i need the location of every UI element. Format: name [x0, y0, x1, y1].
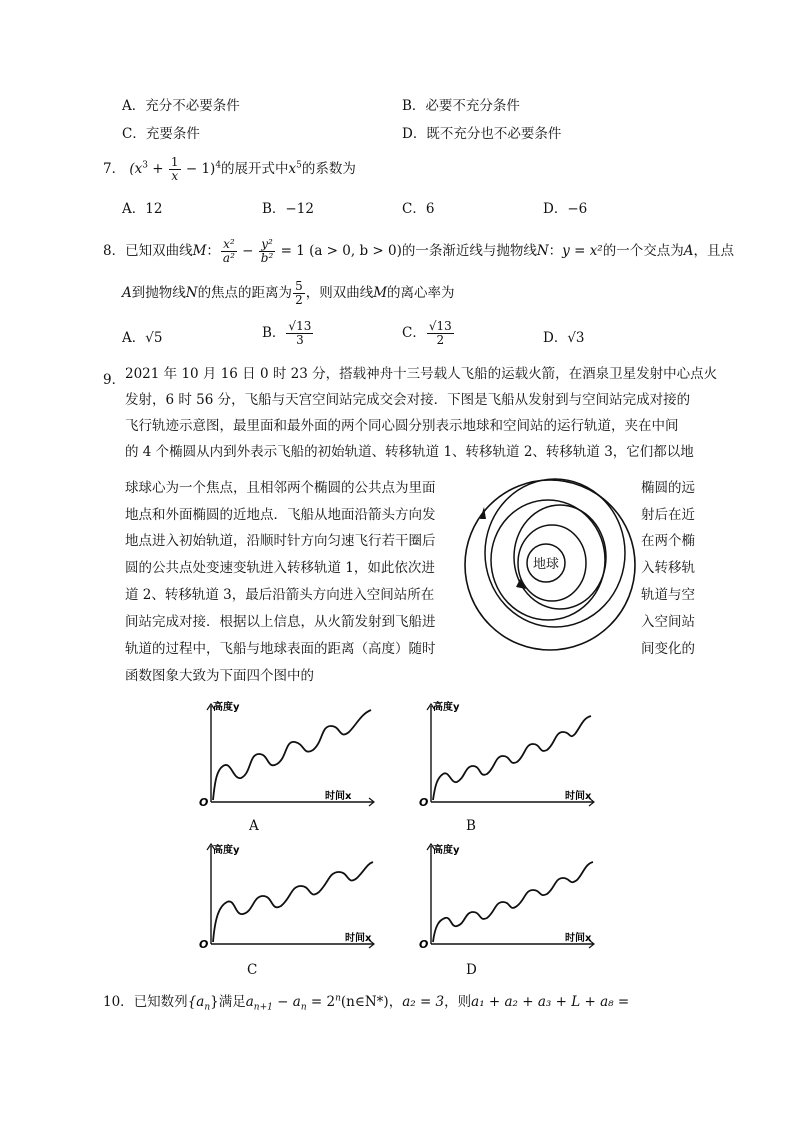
q10-stem: 10．已知数列$\{a_n\}$满足$a_{n+1} - a_n$ = $2^n(n\in N*)$，a₂ = 3，则a₁ + a₂ + a₃ + L + a₈ = [103, 993, 630, 1013]
graph-a-origin: O [199, 796, 209, 809]
graph-b-x-label: 时间x [565, 791, 592, 802]
q8-frac-y: $\frac{\text{y²}}{\text{b²}}$ [260, 237, 274, 265]
q7-stem: 7． ($x^3$ + $\frac{1}{x}$ − 1)$^4$的展开式中$x^5$的系数为 [103, 155, 356, 183]
q9-line-6b: 射后在近 [641, 507, 695, 523]
q8-line-2: A到抛物线N的焦点的距离为 $\frac{5}{2}$ ，则双曲线M的离心率为 [122, 279, 455, 307]
q8-line-1: 8．已知双曲线M： $\frac{\text{x²}}{\text{a²}}$ − $\frac{\text{y²}}{\text{b²}}$ = 1 (a > 0, b > 0)的一条渐近线与抛物线N：y = x²的一个交点为A，且点 [103, 237, 734, 265]
q8-distance-frac: $\frac{5}{2}$ [295, 279, 303, 307]
q6-option-d: D．既不充分也不必要条件 [402, 126, 562, 142]
q7-option-d: D．−6 [543, 201, 588, 217]
q7-fraction: $\frac{1}{x}$ [170, 155, 179, 183]
q8-option-c: C． $\frac{√13}{2}$ [402, 319, 452, 347]
q7-number: 7． [103, 161, 126, 177]
q9-line-2: 发射，6 时 56 分，飞船与天宫空间站完成交会对接．下图是飞船从发射到与空间站完成对接的 [125, 392, 691, 408]
q7-option-c: C．6 [402, 201, 435, 217]
graph-c-label: C [247, 962, 258, 978]
graph-a-label: A [249, 818, 259, 834]
q7-option-a: A．12 [122, 201, 163, 217]
graph-b-origin: O [419, 796, 429, 809]
graph-b-label: B [466, 818, 476, 834]
graph-d-x-label: 时间x [565, 933, 592, 944]
q9-line-8b: 入转移轨 [641, 560, 695, 576]
graph-a [195, 700, 375, 810]
q9-line-10a: 间站完成对接．根据以上信息，从火箭发射到飞船进 [125, 614, 436, 630]
q9-line-9b: 轨道与空 [641, 587, 695, 603]
q8-frac-x: $\frac{\text{x²}}{\text{a²}}$ [222, 237, 235, 265]
q6-option-b: B．必要不充分条件 [402, 98, 520, 114]
q9-line-8a: 圆的公共点处变速变轨进入转移轨道 1，如此依次进 [125, 560, 435, 576]
graph-c-origin: O [199, 938, 209, 951]
q7-text-after: 的系数为 [301, 161, 356, 177]
q6-option-c: C．充要条件 [122, 126, 200, 142]
graph-b-y-label: 高度y [433, 702, 460, 713]
q9-line-10b: 入空间站 [641, 614, 695, 630]
q9-line-7a: 地点进入初始轨道，沿顺时针方向匀速飞行若干圈后 [125, 533, 436, 549]
q9-line-12: 函数图象大致为下面四个图中的 [125, 668, 314, 684]
graph-d-label: D [466, 962, 477, 978]
q9-number: 9． [103, 372, 126, 388]
q7-text-before: 的展开式中 [221, 161, 289, 177]
graph-d [415, 840, 595, 952]
graph-b [415, 700, 595, 810]
q6-option-a: A．充分不必要条件 [122, 98, 240, 114]
graph-c-curve [213, 862, 373, 942]
graph-d-curve [433, 862, 593, 942]
q9-line-9a: 道 2、转移轨道 3，最后沿箭头方向进入空间站所在 [125, 587, 435, 603]
graph-d-origin: O [419, 938, 429, 951]
q7-expr-open: (x [129, 161, 143, 177]
q9-line-6a: 地点和外面椭圆的近地点．飞船从地面沿箭头方向发 [125, 507, 436, 523]
launch-arrow-icon [480, 507, 486, 519]
q9-line-1: 2021 年 10 月 16 日 0 时 23 分，搭载神舟十三号载人飞船的运载火箭，在酒泉卫星发射中心点火 [125, 366, 718, 382]
q8-option-d: D．√3 [543, 330, 585, 346]
q9-line-7b: 在两个椭 [641, 533, 695, 549]
q8-option-b: B． $\frac{√13}{3}$ [262, 319, 312, 347]
q8-option-a: A．√5 [122, 330, 163, 346]
graph-a-x-label: 时间x [325, 791, 352, 802]
q7-expr-close: − 1) [181, 161, 216, 177]
q7-expr-mid: + [148, 161, 168, 177]
graph-a-y-label: 高度y [213, 702, 240, 713]
graph-c [195, 840, 375, 952]
q9-line-11a: 轨道的过程中，飞船与地球表面的距离（高度）随时 [125, 641, 436, 657]
q9-line-3: 飞行轨迹示意图，最里面和最外面的两个同心圆分别表示地球和空间站的运行轨道，夹在中间 [125, 418, 679, 434]
graph-c-x-label: 时间x [345, 933, 372, 944]
q9-line-4: 的 4 个椭圆从内到外表示飞船的初始轨道、转移轨道 1、转移轨道 2、转移轨道 3，它们都以地 [125, 444, 694, 460]
graph-b-curve [433, 716, 591, 800]
q9-line-5b: 椭圆的远 [641, 480, 695, 496]
q9-line-5a: 球球心为一个焦点，且相邻两个椭圆的公共点为里面 [125, 480, 436, 496]
earth-label: 地球 [532, 557, 560, 572]
graph-c-y-label: 高度y [213, 845, 240, 856]
q7-option-b: B．−12 [262, 201, 314, 217]
orbit-diagram [460, 475, 640, 655]
graph-d-y-label: 高度y [433, 845, 460, 856]
graph-a-curve [213, 710, 371, 800]
q9-line-11b: 间变化的 [641, 641, 695, 657]
